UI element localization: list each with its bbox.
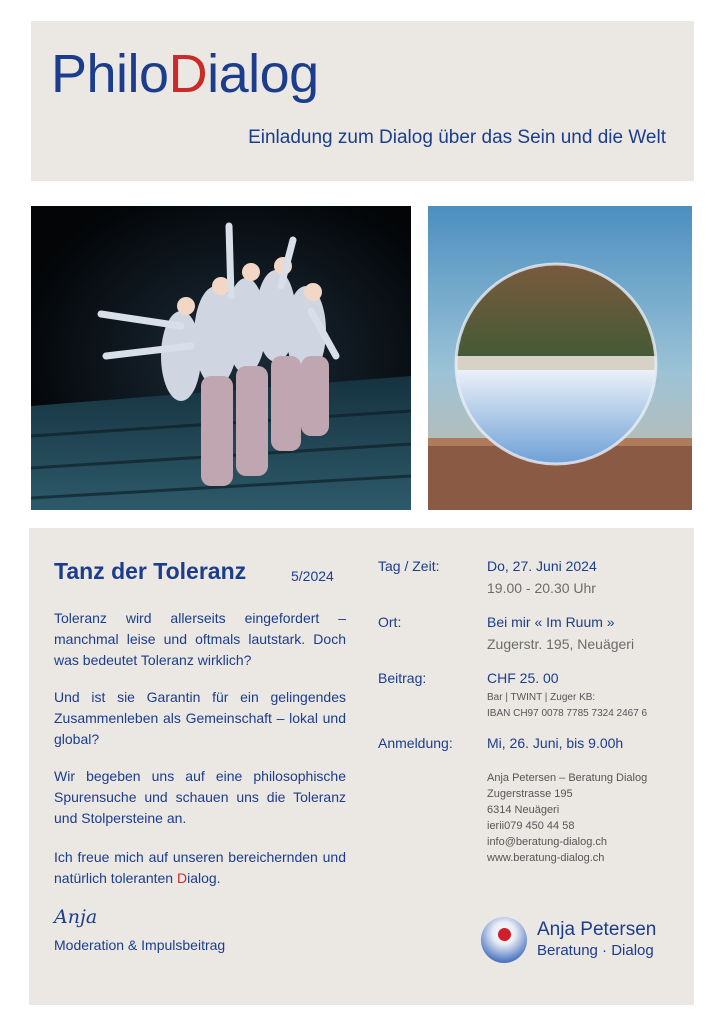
logo-red-dot [498,928,511,941]
contact-phone: ierii079 450 44 58 [487,820,575,832]
registration-label: Anmeldung: [378,735,453,751]
date-label: Tag / Zeit: [378,558,440,574]
brand-part-ialog: ialog [207,44,319,104]
issue-number: 5/2024 [291,568,334,584]
role-label: Moderation & Impulsbeitrag [54,937,226,953]
brand-wordmark [51,44,319,104]
signature: Anja [54,906,98,928]
closing-end: ialog. [187,870,221,886]
contact-name: Anja Petersen – Beratung Dialog [487,772,648,784]
place-label: Ort: [378,614,402,630]
logo-name: Anja Petersen [537,919,657,940]
search-paragraph: Wir begeben uns auf eine philosophische Spurensuche und schauen uns die Toleranz und Stolpersteine an. [54,768,346,826]
place-value: Bei mir « Im Ruum » [487,614,615,630]
contact-block [487,770,647,866]
contact-city: 6314 Neuägeri [487,804,560,816]
tagline: Einladung zum Dialog über das Sein und die Welt [248,127,666,148]
brand-part-philo: Philo [51,44,169,104]
fee-value: CHF 25. 00 [487,670,559,686]
fee-iban: IBAN CH97 0078 7785 7324 2467 6 [487,708,648,719]
glass-sphere-photo [428,206,692,510]
closing-paragraph [54,847,346,889]
fee-methods: Bar | TWINT | Zuger KB: [487,692,596,703]
dance-group-photo [31,206,411,510]
fee-label: Beitrag: [378,670,427,686]
closing-text: Ich freue mich auf unseren bereichernden und natürlich toleranten [54,849,346,886]
event-panel [29,528,694,1005]
intro-paragraph: Toleranz wird allerseits eingefordert – manchmal leise und oftmals lautstark. Doch was bedeutet Toleranz wirklich? [54,610,346,668]
date-value: Do, 27. Juni 2024 [487,558,597,574]
question-paragraph: Und ist sie Garantin für ein gelingendes Zusammenleben als Gemeinschaft – lokal und global? [54,689,346,747]
brand-part-d: D [168,44,208,104]
header-banner [31,21,694,181]
closing-d: D [176,870,188,886]
contact-email[interactable]: info@beratung-dialog.ch [487,836,608,848]
logo-sphere-icon [481,917,527,963]
logo-subtitle: Beratung · Dialog [537,942,654,959]
contact-website[interactable]: www.beratung-dialog.ch [487,852,605,864]
registration-value: Mi, 26. Juni, bis 9.00h [487,735,624,751]
place-address: Zugerstr. 195, Neuägeri [487,636,635,652]
event-title: Tanz der Toleranz [54,558,247,584]
time-value: 19.00 - 20.30 Uhr [487,580,596,596]
contact-street: Zugerstrasse 195 [487,788,573,800]
